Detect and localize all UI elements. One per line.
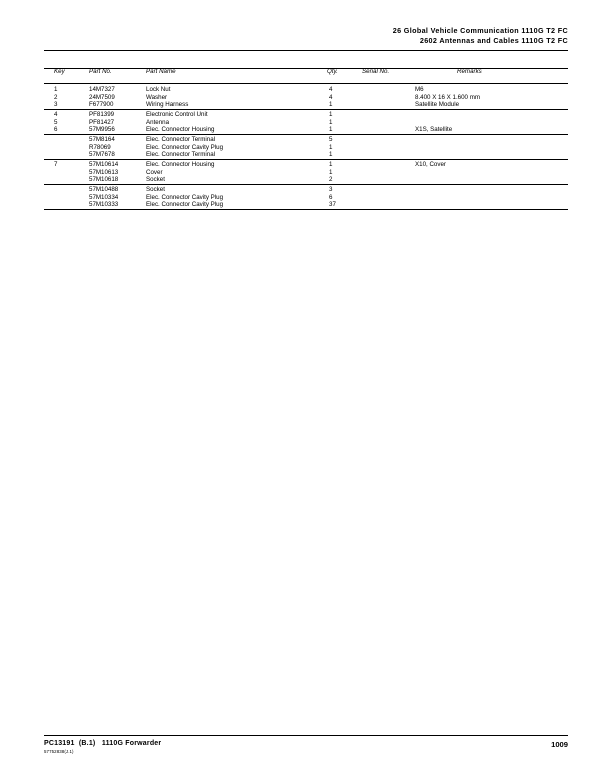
cell-qty: 1 bbox=[329, 143, 333, 151]
cell-part-name: Elec. Connector Terminal bbox=[146, 136, 216, 143]
column-header-serial-no: Serial No. bbox=[362, 68, 390, 75]
cell-part-name: Elec. Connector Terminal bbox=[146, 151, 216, 159]
page-header bbox=[44, 26, 568, 46]
table-group-divider bbox=[44, 109, 568, 110]
cell-part-no: R78069 bbox=[89, 143, 111, 151]
table-body bbox=[44, 86, 568, 209]
cell-qty: 1 bbox=[329, 126, 333, 134]
cell-qty: 1 bbox=[329, 118, 333, 126]
cell-part-no: 14M7327 bbox=[89, 86, 115, 93]
table-row bbox=[44, 201, 568, 209]
cell-key: 4 bbox=[54, 111, 58, 118]
cell-part-no: PF81427 bbox=[89, 118, 115, 126]
table-group-divider bbox=[44, 159, 568, 160]
table-row bbox=[44, 119, 568, 127]
cell-part-name: Electronic Control Unit bbox=[146, 111, 208, 118]
column-header-part-name: Part Name bbox=[146, 68, 176, 75]
table-row bbox=[44, 86, 568, 94]
header-divider bbox=[44, 50, 568, 51]
cell-part-no: 57M10613 bbox=[89, 168, 119, 176]
cell-remarks: X10, Cover bbox=[415, 161, 446, 168]
cell-part-no: 57M8164 bbox=[89, 136, 115, 143]
cell-part-no: PF81399 bbox=[89, 111, 115, 118]
table-row bbox=[44, 144, 568, 152]
footer-divider bbox=[44, 735, 568, 736]
cell-key: 1 bbox=[54, 86, 58, 93]
table-row bbox=[44, 176, 568, 184]
cell-part-name: Elec. Connector Housing bbox=[146, 126, 215, 134]
column-header-qty: Qty. bbox=[327, 68, 338, 75]
footer-doc-line bbox=[44, 740, 161, 747]
table-row bbox=[44, 194, 568, 202]
footer-machine: 1110G Forwarder bbox=[101, 740, 162, 747]
cell-part-name: Cover bbox=[146, 168, 163, 176]
cell-key: 2 bbox=[54, 93, 58, 101]
column-header-part-no: Part No. bbox=[89, 68, 112, 75]
cell-part-no: 57M10333 bbox=[89, 201, 119, 209]
cell-part-no: 57M10618 bbox=[89, 176, 119, 184]
cell-remarks: X1S, Satellite bbox=[415, 126, 453, 134]
cell-qty: 4 bbox=[329, 86, 333, 93]
cell-part-no: 57M10488 bbox=[89, 186, 119, 193]
column-header-key: Key bbox=[54, 68, 65, 75]
table-bottom-rule bbox=[44, 209, 568, 210]
table-row bbox=[44, 151, 568, 159]
cell-remarks: 8.400 X 16 X 1.600 mm bbox=[415, 93, 481, 101]
footer-page-number: 1009 bbox=[551, 740, 568, 749]
cell-qty: 5 bbox=[329, 136, 333, 143]
cell-key: 3 bbox=[54, 101, 58, 109]
table-group-divider bbox=[44, 134, 568, 135]
cell-remarks: Satellite Module bbox=[415, 101, 460, 109]
cell-qty: 1 bbox=[329, 101, 333, 109]
table-row bbox=[44, 111, 568, 119]
table-header-row bbox=[44, 68, 568, 82]
footer-doc-number: PC13191 bbox=[44, 740, 75, 747]
cell-qty: 1 bbox=[329, 168, 333, 176]
parts-table bbox=[44, 68, 568, 209]
cell-part-no: F677900 bbox=[89, 101, 114, 109]
cell-part-no: 57M10614 bbox=[89, 161, 119, 168]
table-row bbox=[44, 94, 568, 102]
cell-part-no: 57M7678 bbox=[89, 151, 115, 159]
cell-part-name: Socket bbox=[146, 176, 165, 184]
cell-qty: 3 bbox=[329, 186, 333, 193]
cell-part-no: 57M10334 bbox=[89, 193, 119, 201]
cell-qty: 1 bbox=[329, 111, 333, 118]
cell-part-name: Elec. Connector Cavity Plug bbox=[146, 193, 224, 201]
cell-part-name: Antenna bbox=[146, 118, 170, 126]
table-row bbox=[44, 136, 568, 144]
column-header-remarks: Remarks bbox=[457, 68, 482, 75]
cell-qty: 4 bbox=[329, 93, 333, 101]
footer-sub-code: 57752838(J.1) bbox=[44, 749, 74, 754]
cell-key: 6 bbox=[54, 126, 58, 134]
cell-part-name: Elec. Connector Housing bbox=[146, 161, 215, 168]
cell-qty: 2 bbox=[329, 176, 333, 184]
header-section-title: 26 Global Vehicle Communication 1110G T2 FC bbox=[392, 26, 568, 35]
table-row bbox=[44, 126, 568, 134]
cell-part-no: 24M7509 bbox=[89, 93, 115, 101]
cell-part-no: 57M9956 bbox=[89, 126, 115, 134]
table-row bbox=[44, 169, 568, 177]
cell-part-name: Elec. Connector Cavity Plug bbox=[146, 143, 224, 151]
table-group-divider bbox=[44, 184, 568, 185]
cell-key: 5 bbox=[54, 118, 58, 126]
cell-part-name: Elec. Connector Cavity Plug bbox=[146, 201, 224, 209]
cell-part-name: Washer bbox=[146, 93, 168, 101]
cell-remarks: M6 bbox=[415, 86, 424, 93]
footer-revision: (B.1) bbox=[78, 740, 96, 747]
cell-part-name: Wiring Harness bbox=[146, 101, 189, 109]
cell-qty: 6 bbox=[329, 193, 333, 201]
cell-qty: 1 bbox=[329, 161, 333, 168]
header-subsection-title: 2602 Antennas and Cables 1110G T2 FC bbox=[419, 36, 568, 45]
cell-part-name: Lock Nut bbox=[146, 86, 171, 93]
cell-part-name: Socket bbox=[146, 186, 165, 193]
cell-qty: 1 bbox=[329, 151, 333, 159]
table-header-divider bbox=[44, 83, 568, 84]
table-row bbox=[44, 186, 568, 194]
page-footer bbox=[44, 740, 568, 764]
cell-qty: 37 bbox=[329, 201, 336, 209]
table-row bbox=[44, 101, 568, 109]
cell-key: 7 bbox=[54, 161, 58, 168]
table-row bbox=[44, 161, 568, 169]
